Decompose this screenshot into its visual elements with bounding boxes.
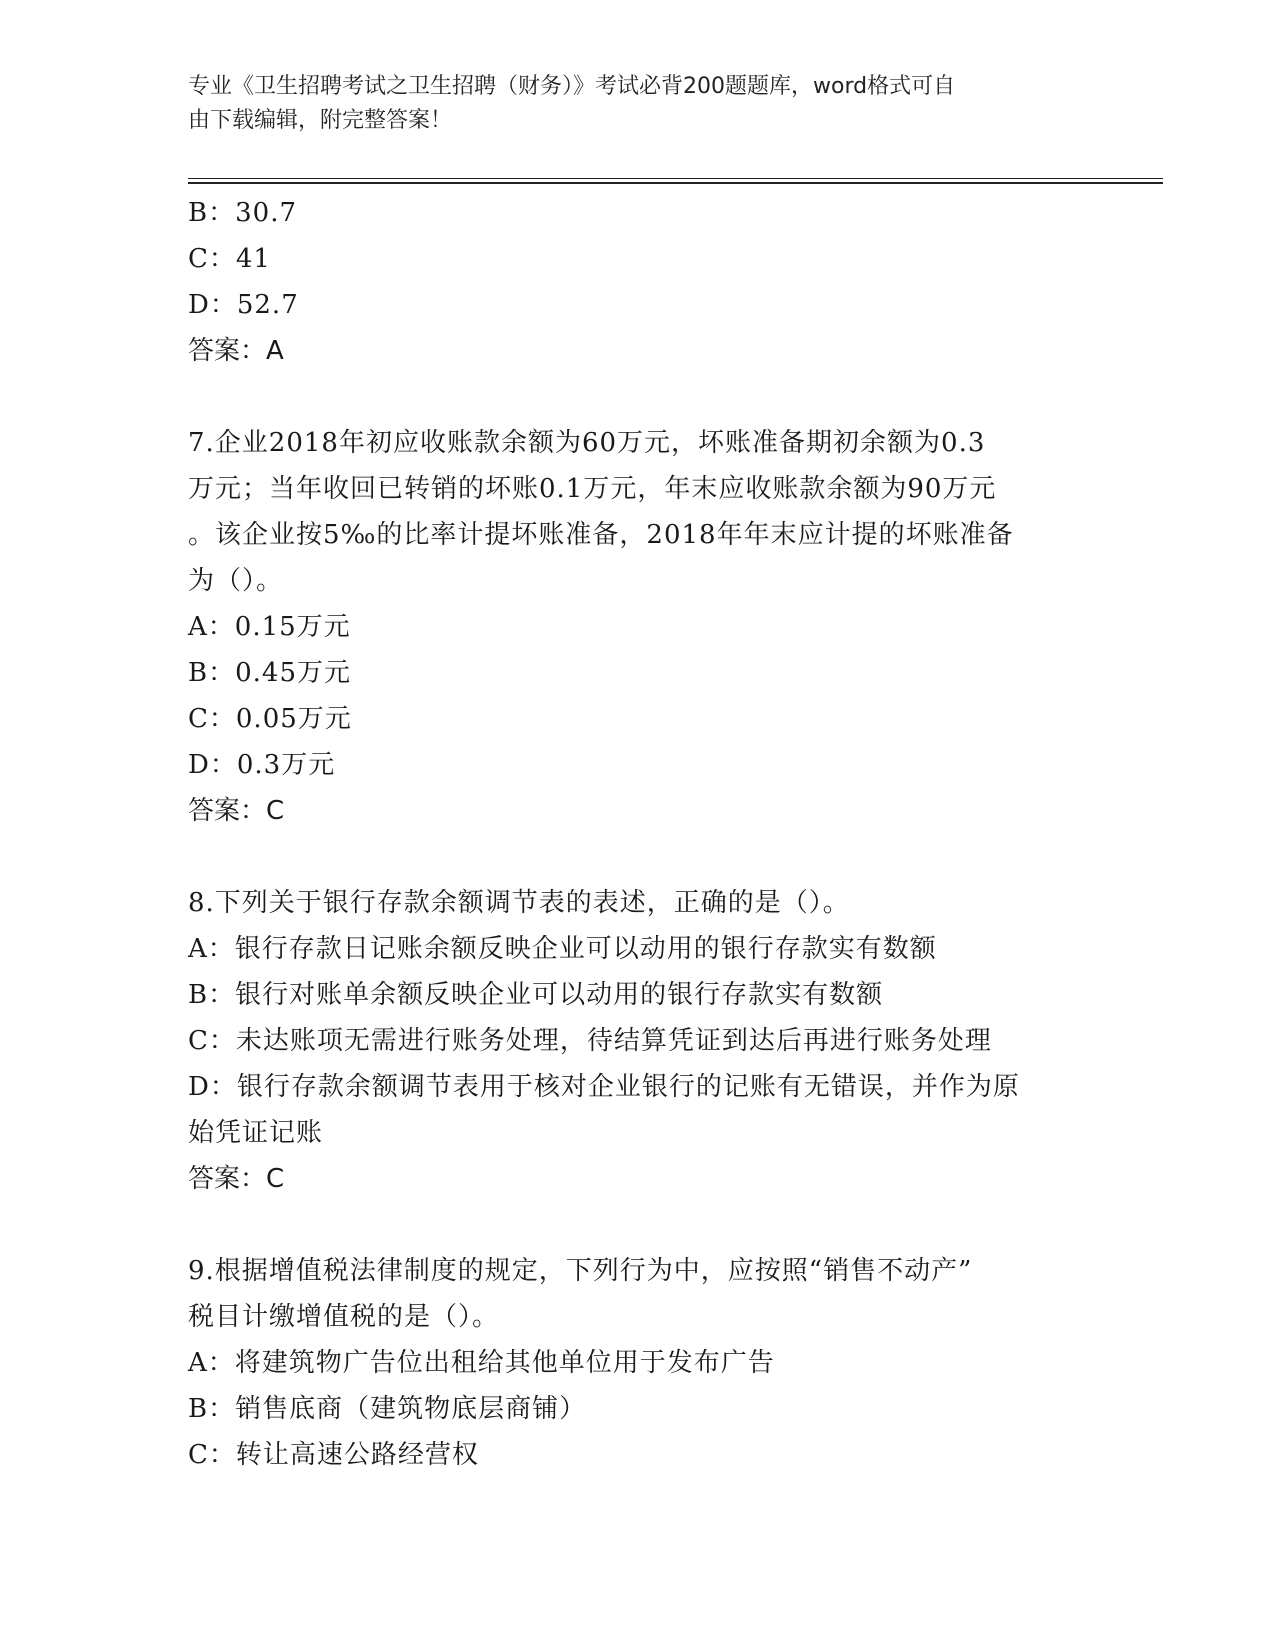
spacer bbox=[188, 374, 1078, 420]
option-c: C：未达账项无需进行账务处理，待结算凭证到达后再进行账务处理 bbox=[188, 1026, 992, 1056]
option-d-line-2: 始凭证记账 bbox=[188, 1118, 324, 1148]
option-b: B：0.45万元 bbox=[188, 658, 351, 688]
spacer bbox=[188, 834, 1078, 880]
question-stem-line: 税目计缴增值税的是（）。 bbox=[188, 1302, 500, 1332]
question-9 bbox=[188, 1248, 1078, 1478]
question-stem-line: 万元；当年收回已转销的坏账0.1万元，年末应收账款余额为90万元 bbox=[188, 474, 997, 504]
spacer bbox=[188, 1202, 1078, 1248]
question-stem-line: 9.根据增值税法律制度的规定，下列行为中，应按照“销售不动产” bbox=[188, 1256, 973, 1286]
header-divider-thick bbox=[188, 182, 1163, 184]
question-8 bbox=[188, 880, 1078, 1202]
option-a: A：银行存款日记账余额反映企业可以动用的银行存款实有数额 bbox=[188, 934, 937, 964]
answer-line: 答案：C bbox=[188, 1164, 285, 1194]
question-stem: 8.下列关于银行存款余额调节表的表述，正确的是（）。 bbox=[188, 888, 850, 918]
question-6 bbox=[188, 190, 1078, 374]
option-d-line-1: D：银行存款余额调节表用于核对企业银行的记账有无错误，并作为原 bbox=[188, 1072, 1020, 1102]
option-d: D：0.3万元 bbox=[188, 750, 336, 780]
question-stem-line: 为（）。 bbox=[188, 566, 284, 596]
header-divider-thin bbox=[188, 178, 1163, 179]
option-c: C：0.05万元 bbox=[188, 704, 352, 734]
option-a: A：将建筑物广告位出租给其他单位用于发布广告 bbox=[188, 1348, 775, 1378]
option-c: C：转让高速公路经营权 bbox=[188, 1440, 479, 1470]
option-b: B：销售底商（建筑物底层商铺） bbox=[188, 1394, 587, 1424]
header-line-1: 专业《卫生招聘考试之卫生招聘（财务）》考试必背200题题库，word格式可自 bbox=[188, 74, 956, 99]
question-stem-line: 7.企业2018年初应收账款余额为60万元，坏账准备期初余额为0.3 bbox=[188, 428, 986, 458]
option-d: D：52.7 bbox=[188, 290, 299, 320]
option-b: B：30.7 bbox=[188, 198, 297, 228]
option-b: B：银行对账单余额反映企业可以动用的银行存款实有数额 bbox=[188, 980, 884, 1010]
option-c: C：41 bbox=[188, 244, 271, 274]
question-stem-line: 。该企业按5‰的比率计提坏账准备，2018年年末应计提的坏账准备 bbox=[188, 520, 1014, 550]
header-line-2: 由下载编辑，附完整答案！ bbox=[188, 108, 453, 133]
option-a: A：0.15万元 bbox=[188, 612, 351, 642]
question-content bbox=[188, 190, 1078, 1478]
question-7 bbox=[188, 420, 1078, 834]
answer-line: 答案：C bbox=[188, 796, 285, 826]
answer-line: 答案：A bbox=[188, 336, 284, 366]
page-header bbox=[188, 70, 1068, 138]
